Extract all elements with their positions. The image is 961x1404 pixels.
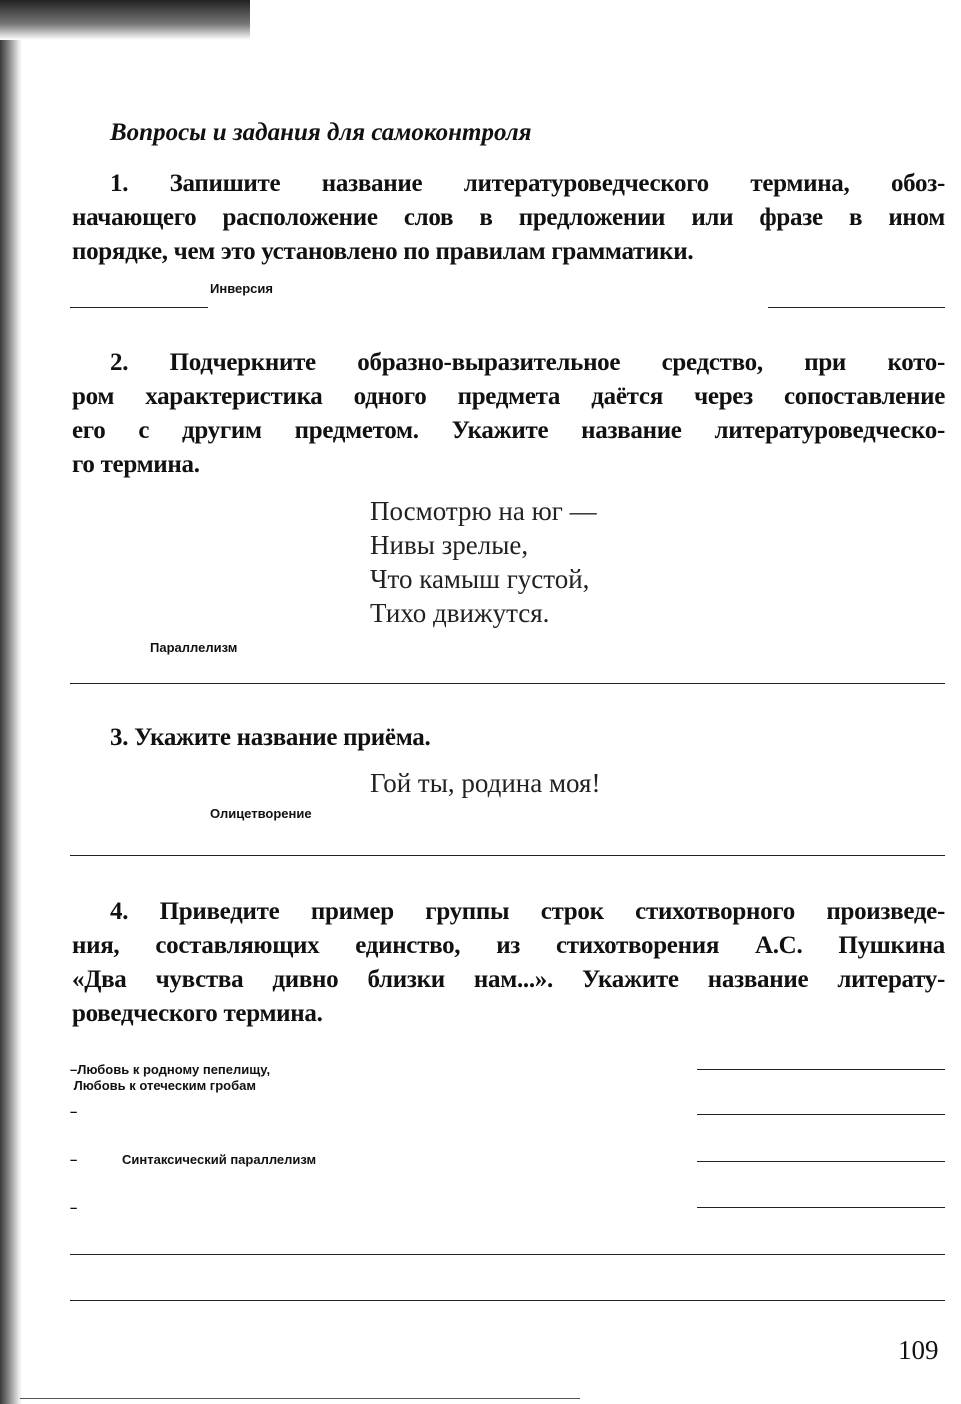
answer-1[interactable]: Инверсия bbox=[210, 281, 273, 296]
question-1 bbox=[72, 167, 945, 269]
dash: – bbox=[70, 1104, 78, 1119]
answer-4[interactable]: Синтаксический параллелизм bbox=[122, 1152, 317, 1167]
answer-line bbox=[768, 307, 945, 308]
question-line: роведческого термина. bbox=[72, 1000, 323, 1027]
answer-line bbox=[70, 855, 945, 856]
poem-3 bbox=[370, 766, 600, 800]
section-heading: Вопросы и задания для самоконтроля bbox=[110, 119, 532, 146]
dash: – bbox=[70, 1152, 78, 1167]
question-line: «Два чувства дивно близки нам...». Укажите название литерату- bbox=[72, 966, 945, 993]
question-line: порядке, чем это установлено по правилам грамматики. bbox=[72, 238, 694, 265]
answer-3[interactable]: Олицетворение bbox=[210, 806, 312, 821]
answer-line bbox=[70, 307, 208, 308]
question-2 bbox=[72, 346, 945, 482]
poem-line: Посмотрю на юг — bbox=[370, 496, 597, 526]
page-number: 109 bbox=[898, 1335, 939, 1365]
answer-line bbox=[697, 1207, 945, 1208]
question-line: 4. Приведите пример группы строк стихотворного произведе- bbox=[110, 898, 945, 925]
poem-line: Что камыш густой, bbox=[370, 564, 590, 594]
question-line: 3. Укажите название приёма. bbox=[110, 724, 431, 751]
answer-line bbox=[697, 1114, 945, 1115]
dash: – bbox=[70, 1200, 78, 1215]
answer-line-text: Любовь к отеческим гробам bbox=[70, 1078, 256, 1093]
answer-line bbox=[70, 683, 945, 684]
answer-line bbox=[70, 1300, 945, 1301]
poem-line: Тихо движутся. bbox=[370, 598, 550, 628]
scan-top-shadow bbox=[0, 0, 250, 40]
question-4 bbox=[72, 895, 945, 1031]
question-line: ния, составляющих единство, из стихотворения А.С. Пушкина bbox=[72, 932, 945, 959]
question-line: его с другим предметом. Укажите название литературоведческо- bbox=[72, 417, 945, 444]
bottom-edge bbox=[20, 1398, 580, 1399]
answer-line bbox=[70, 1254, 945, 1255]
question-line: ром характеристика одного предмета даётся через сопоставление bbox=[72, 383, 945, 410]
poem-2 bbox=[370, 494, 597, 630]
answer-line bbox=[697, 1161, 945, 1162]
answer-2[interactable]: Параллелизм bbox=[150, 640, 238, 655]
answer-4-lines[interactable] bbox=[70, 1062, 270, 1094]
question-line: го термина. bbox=[72, 451, 200, 478]
question-3 bbox=[72, 721, 945, 755]
poem-line: Гой ты, родина моя! bbox=[370, 768, 601, 798]
poem-line: Нивы зрелые, bbox=[370, 530, 529, 560]
question-line: начающего расположение слов в предложении или фразе в ином bbox=[72, 204, 945, 231]
scan-shadow bbox=[0, 0, 22, 1404]
question-line: 2. Подчеркните образно-выразительное средство, при кото- bbox=[110, 349, 945, 376]
question-line: 1. Запишите название литературоведческого термина, обоз- bbox=[110, 170, 945, 197]
answer-line-text: –Любовь к родному пепелищу, bbox=[70, 1062, 271, 1077]
answer-line bbox=[697, 1069, 945, 1070]
